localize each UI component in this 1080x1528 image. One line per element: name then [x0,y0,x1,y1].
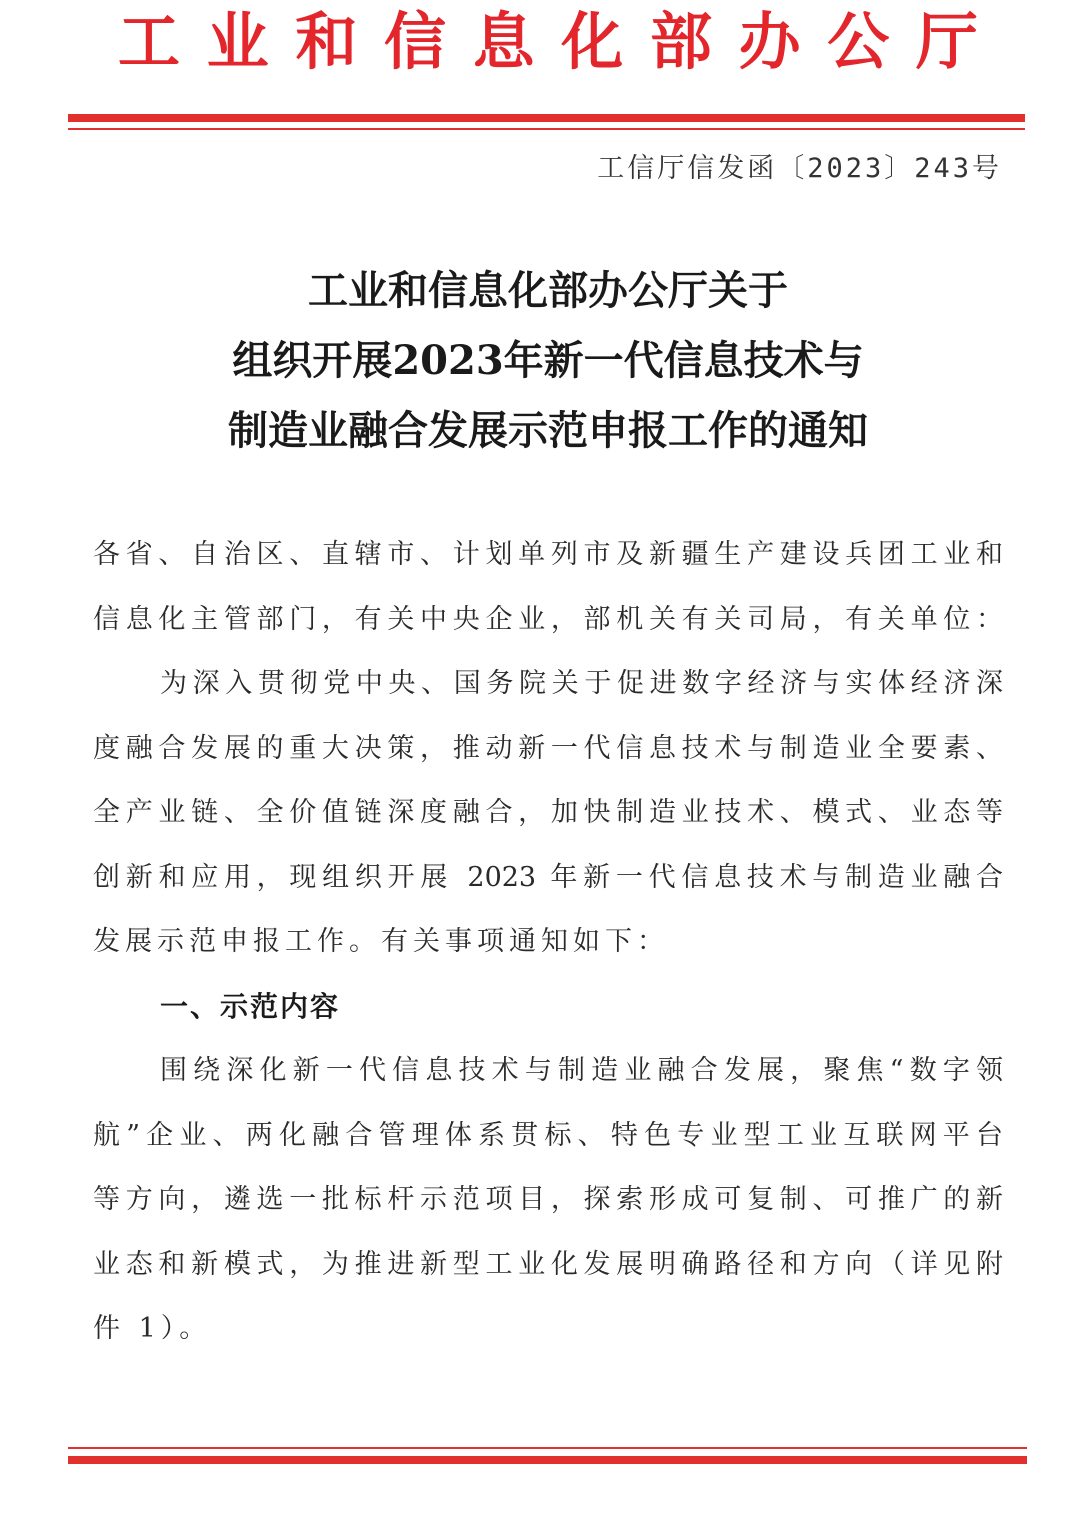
body-line: 围绕深化新一代信息技术与制造业融合发展，聚焦“数字领 [160,1055,1003,1086]
masthead-char: 办 [738,5,801,78]
top-thick-rule [68,114,1025,122]
body-line: 发展示范申报工作。有关事项通知如下： [93,926,669,957]
body-line: 全产业链、全价值链深度融合，加快制造业技术、模式、业态等 [93,797,1003,828]
bottom-thin-rule [68,1447,1027,1449]
masthead-char: 和 [295,5,358,78]
masthead-char: 工 [118,5,181,78]
title-line-1: 工业和信息化部办公厅关于 [308,267,788,314]
title-line-2: 组织开展2023年新一代信息技术与 [232,337,864,384]
masthead-char: 化 [561,5,624,78]
masthead-char: 厅 [915,5,978,78]
body-line: 为深入贯彻党中央、国务院关于促进数字经济与实体经济深 [160,668,1003,699]
body-line: 业态和新模式，为推进新型工业化发展明确路径和方向（详见附 [93,1249,1003,1280]
body-line: 等方向，遴选一批标杆示范项目，探索形成可复制、可推广的新 [93,1184,1003,1215]
body-line: 度融合发展的重大决策，推动新一代信息技术与制造业全要素、 [93,733,1003,764]
body-line: 航”企业、两化融合管理体系贯标、特色专业型工业互联网平台 [93,1120,1003,1151]
masthead-char: 公 [827,5,890,78]
masthead-char: 业 [206,5,269,78]
body-line: 件 1）。 [93,1313,212,1344]
body-line: 信息化主管部门，有关中央企业，部机关有关司局，有关单位： [93,604,1003,635]
top-thin-rule [68,128,1025,130]
masthead-char: 息 [472,5,535,78]
document-number: 工信厅信发函〔2023〕243号 [597,153,1002,184]
body-line: 各省、自治区、直辖市、计划单列市及新疆生产建设兵团工业和 [93,539,1003,570]
masthead-char: 信 [383,5,446,78]
masthead-char: 部 [649,5,712,78]
section-heading: 一、示范内容 [160,990,341,1023]
issuer-masthead [118,2,978,82]
bottom-thick-rule [68,1456,1027,1464]
title-line-3: 制造业融合发展示范申报工作的通知 [228,407,868,454]
body-line: 创新和应用，现组织开展 2023 年新一代信息技术与制造业融合 [93,862,1003,893]
